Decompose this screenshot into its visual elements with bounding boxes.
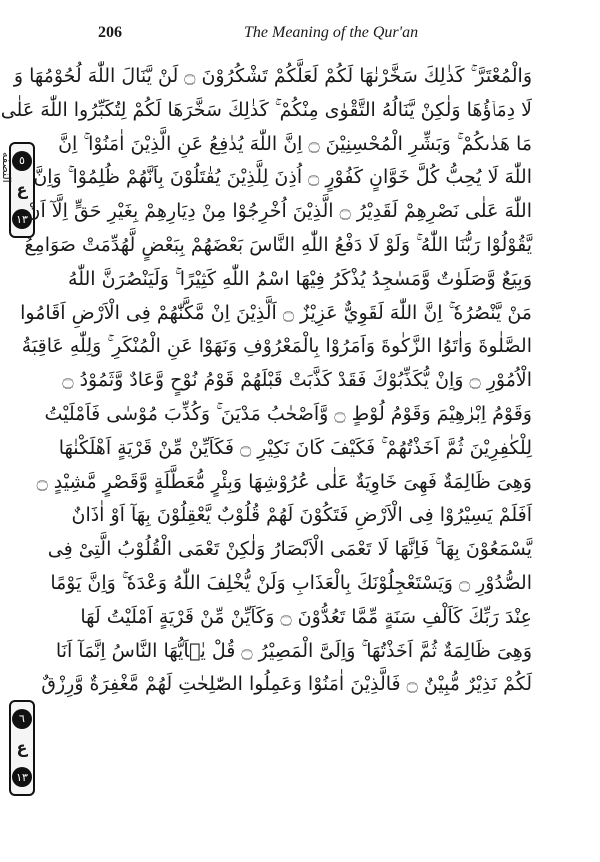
verse-line: اللّٰهَ عَلٰى نَصْرِهِمْ لَقَدِيْرُ ۝ الَّذِيْنَ اُخْرِجُوْا مِنْ دِيَارِهِمْ بِغَيْرِ حَقٍّ اِلَّآ اَنْ bbox=[26, 200, 532, 223]
verse-line: الْاُمُوْرِ ۝ وَاِنْ يُّكَذِّبُوْكَ فَقَدْ كَذَّبَتْ قَبْلَهُمْ قَوْمُ نُوْحٍ وَّعَادٌ وَّثَمُوْدُ ۝ bbox=[62, 369, 532, 392]
ruku-marker bbox=[2, 700, 42, 796]
running-title: The Meaning of the Qur'an bbox=[244, 24, 419, 41]
verse-line: يَّسْمَعُوْنَ بِهَا ۚ فَاِنَّهَا لَا تَعْمَى الْاَبْصَارُ وَلٰكِنْ تَعْمَى الْقُلُوْبُ الَّتِىْ فِى bbox=[47, 538, 532, 561]
ruku-side-label: النصفه bbox=[0, 152, 13, 183]
verse-line: وَقَوْمُ اِبْرٰهِيْمَ وَقَوْمُ لُوْطٍ ۝ وَّاَصْحٰبُ مَدْيَنَ ۚ وَكُذِّبَ مُوْسٰى فَاَمْلَيْتُ bbox=[44, 402, 532, 425]
ruku-number-top: ٥ bbox=[12, 151, 32, 171]
verse-line: اَفَلَمْ يَسِيْرُوْا فِى الْاَرْضِ فَتَكُوْنَ لَهُمْ قُلُوْبٌ يَّعْقِلُوْنَ بِهَآ اَوْ اٰذَانٌ bbox=[71, 504, 532, 527]
verse-line: وَهِىَ ظَالِمَةٌ فَهِىَ خَاوِيَةٌ عَلٰى عُرُوْشِهَا وَبِئْرٍ مُّعَطَّلَةٍ وَّقَصْرٍ مَّشِيْدٍ ۝ bbox=[36, 470, 532, 493]
ruku-number-bottom: ١٣ bbox=[12, 209, 32, 229]
page-number: 206 bbox=[98, 24, 122, 41]
verse-line: وَبِيَعٌ وَّصَلَوٰتٌ وَّمَسٰجِدُ يُذْكَرُ فِيْهَا اسْمُ اللّٰهِ كَثِيْرًا ۚ وَلَيَنْصُرَنَّ اللّٰهُ bbox=[68, 267, 532, 290]
verse-line: لَكُمْ نَذِيْرٌ مُّبِيْنٌ ۝ فَالَّذِيْنَ اٰمَنُوْا وَعَمِلُوا الصّٰلِحٰتِ لَهُمْ مَّغْفِرَةٌ وَّرِزْقٌ bbox=[41, 673, 532, 696]
verse-line: وَالْمُعْتَرَّ ۚ كَذٰلِكَ سَخَّرْنٰهَا لَكُمْ لَعَلَّكُمْ تَشْكُرُوْنَ ۝ لَنْ يَّنَالَ اللّٰهَ لُحُوْمُهَا وَ bbox=[13, 65, 532, 87]
ruku-number-bottom: ١٣ bbox=[12, 767, 32, 787]
page-header bbox=[0, 18, 600, 44]
verse-line: لَا دِمَاۤؤُهَا وَلٰكِنْ يَّنَالُهُ التَّقْوٰى مِنْكُمْ ۚ كَذٰلِكَ سَخَّرَهَا لَكُمْ لِتُكَبِّرُوا اللّٰهَ عَلٰى bbox=[0, 98, 532, 121]
verse-line: مَا هَدٰىكُمْ ۚ وَبَشِّرِ الْمُحْسِنِيْنَ ۝ اِنَّ اللّٰهَ يُدٰفِعُ عَنِ الَّذِيْنَ اٰمَنُوْا ۚ اِنَّ bbox=[58, 132, 532, 155]
verse-line: وَهِىَ ظَالِمَةٌ ثُمَّ اَخَذْتُهَا ۚ وَاِلَىَّ الْمَصِيْرُ ۝ قُلْ يٰۤاَيُّهَا النَّاسُ اِنَّمَآ اَنَا bbox=[55, 639, 532, 662]
ruku-symbol: ع bbox=[16, 180, 28, 200]
ruku-number-top: ٦ bbox=[12, 709, 32, 729]
verse-line: اللّٰهَ لَا يُحِبُّ كُلَّ خَوَّانٍ كَفُوْرٍ ۝ اُذِنَ لِلَّذِيْنَ يُقٰتَلُوْنَ بِاَنَّهُمْ ظُلِمُوْا ۚ وَاِنَّ bbox=[33, 166, 532, 189]
verse-line: يَّقُوْلُوْا رَبُّنَا اللّٰهُ ۚ وَلَوْ لَا دَفْعُ اللّٰهِ النَّاسَ بَعْضَهُمْ بِبَعْضٍ لَّهُدِّمَتْ صَوَامِعُ bbox=[24, 233, 532, 256]
ruku-box bbox=[9, 700, 35, 796]
verse-line: الصَّلٰوةَ وَاٰتَوُا الزَّكٰوةَ وَاَمَرُوْا بِالْمَعْرُوْفِ وَنَهَوْا عَنِ الْمُنْكَرِ ۚ وَلِلّٰهِ عَاقِبَةُ bbox=[21, 335, 532, 358]
ruku-symbol: ع bbox=[16, 738, 28, 758]
verse-line: لِلْكٰفِرِيْنَ ثُمَّ اَخَذْتُهُمْ ۚ فَكَيْفَ كَانَ نَكِيْرِ ۝ فَكَاَيِّنْ مِّنْ قَرْيَةٍ اَهْلَكْنٰهَا bbox=[58, 436, 532, 459]
verse-line: الصُّدُوْرِ ۝ وَيَسْتَعْجِلُوْنَكَ بِالْعَذَابِ وَلَنْ يُّخْلِفَ اللّٰهُ وَعْدَهٗ ۚ وَاِنَّ يَوْمًا bbox=[50, 571, 532, 594]
verse-line: مَنْ يَّنْصُرُهٗ ۚ اِنَّ اللّٰهَ لَقَوِيٌّ عَزِيْزٌ ۝ اَلَّذِيْنَ اِنْ مَّكَّنّٰهُمْ فِى الْاَرْضِ اَقَامُوا bbox=[20, 301, 532, 324]
verse-line: عِنْدَ رَبِّكَ كَاَلْفِ سَنَةٍ مِّمَّا تَعُدُّوْنَ ۝ وَكَاَيِّنْ مِّنْ قَرْيَةٍ اَمْلَيْتُ لَهَا bbox=[80, 605, 532, 628]
